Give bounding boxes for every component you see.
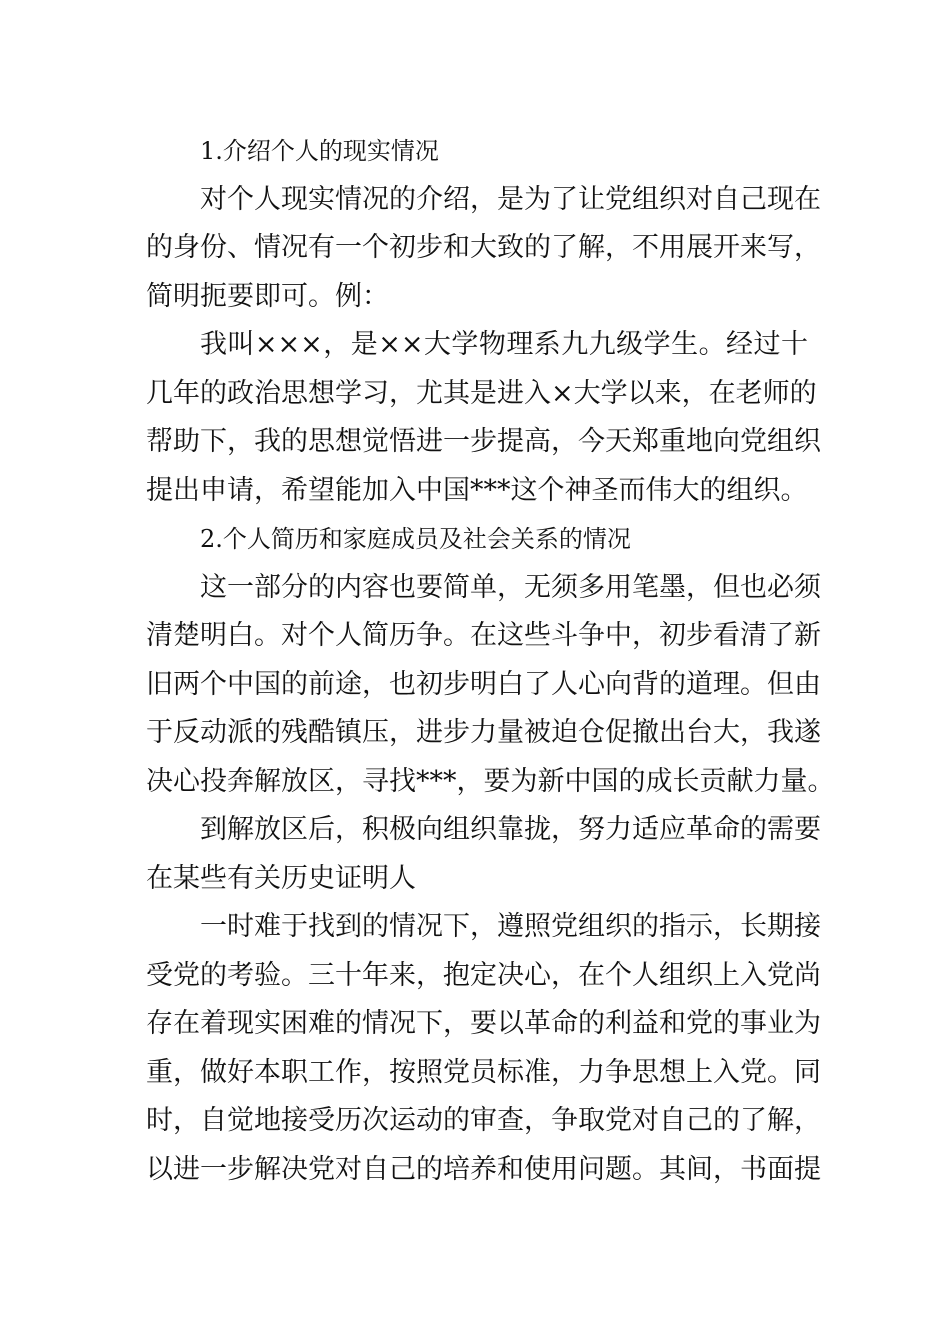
example-line: 我叫×××，是××大学物理系九九级学生。经过十	[200, 329, 808, 360]
paragraph-line: 旧两个中国的前途，也初步明白了人心向背的道理。但由	[146, 668, 821, 700]
paragraph-line: 的身份、情况有一个初步和大致的了解，不用展开来写，	[146, 232, 821, 263]
paragraph-line: 一时难于找到的情况下，遵照党组织的指示，长期接	[200, 911, 821, 942]
paragraph-line: 在某些有关历史证明人	[146, 862, 416, 894]
section-heading-1: 1.介绍个人的现实情况	[200, 137, 439, 165]
paragraph-line: 这一部分的内容也要简单，无须多用笔墨，但也必须	[200, 571, 821, 603]
paragraph-line: 重，做好本职工作，按照党员标准，力争思想上入党。同	[146, 1056, 821, 1088]
paragraph-line: 到解放区后，积极向组织靠拢，努力适应革命的需要	[200, 814, 821, 845]
paragraph-line: 受党的考验。三十年来，抱定决心，在个人组织上入党尚	[146, 959, 821, 991]
example-line: 帮助下，我的思想觉悟进一步提高，今天郑重地向党组织	[146, 426, 821, 457]
paragraph-line: 对个人现实情况的介绍，是为了让党组织对自己现在	[200, 183, 821, 215]
example-line: 提出申请，希望能加入中国***这个神圣而伟大的组织。	[146, 474, 808, 506]
paragraph-line: 时，自觉地接受历次运动的审查，争取党对自己的了解，	[146, 1105, 821, 1136]
paragraph-line: 存在着现实困难的情况下，要以革命的利益和党的事业为	[146, 1008, 821, 1039]
paragraph-line: 以进一步解决党对自己的培养和使用问题。其间，书面提	[146, 1153, 821, 1185]
example-line: 几年的政治思想学习，尤其是进入×大学以来，在老师的	[146, 377, 817, 409]
paragraph-line: 清楚明白。对个人简历争。在这些斗争中，初步看清了新	[146, 620, 821, 651]
document-body	[146, 127, 835, 1194]
paragraph-line: 于反动派的残酷镇压，进步力量被迫仓促撤出台大，我遂	[146, 717, 821, 748]
section-heading-2: 2.个人简历和家庭成员及社会关系的情况	[200, 525, 631, 553]
paragraph-line: 决心投奔解放区，寻找***，要为新中国的成长贡献力量。	[146, 765, 835, 797]
paragraph-line: 简明扼要即可。例：	[146, 280, 389, 312]
